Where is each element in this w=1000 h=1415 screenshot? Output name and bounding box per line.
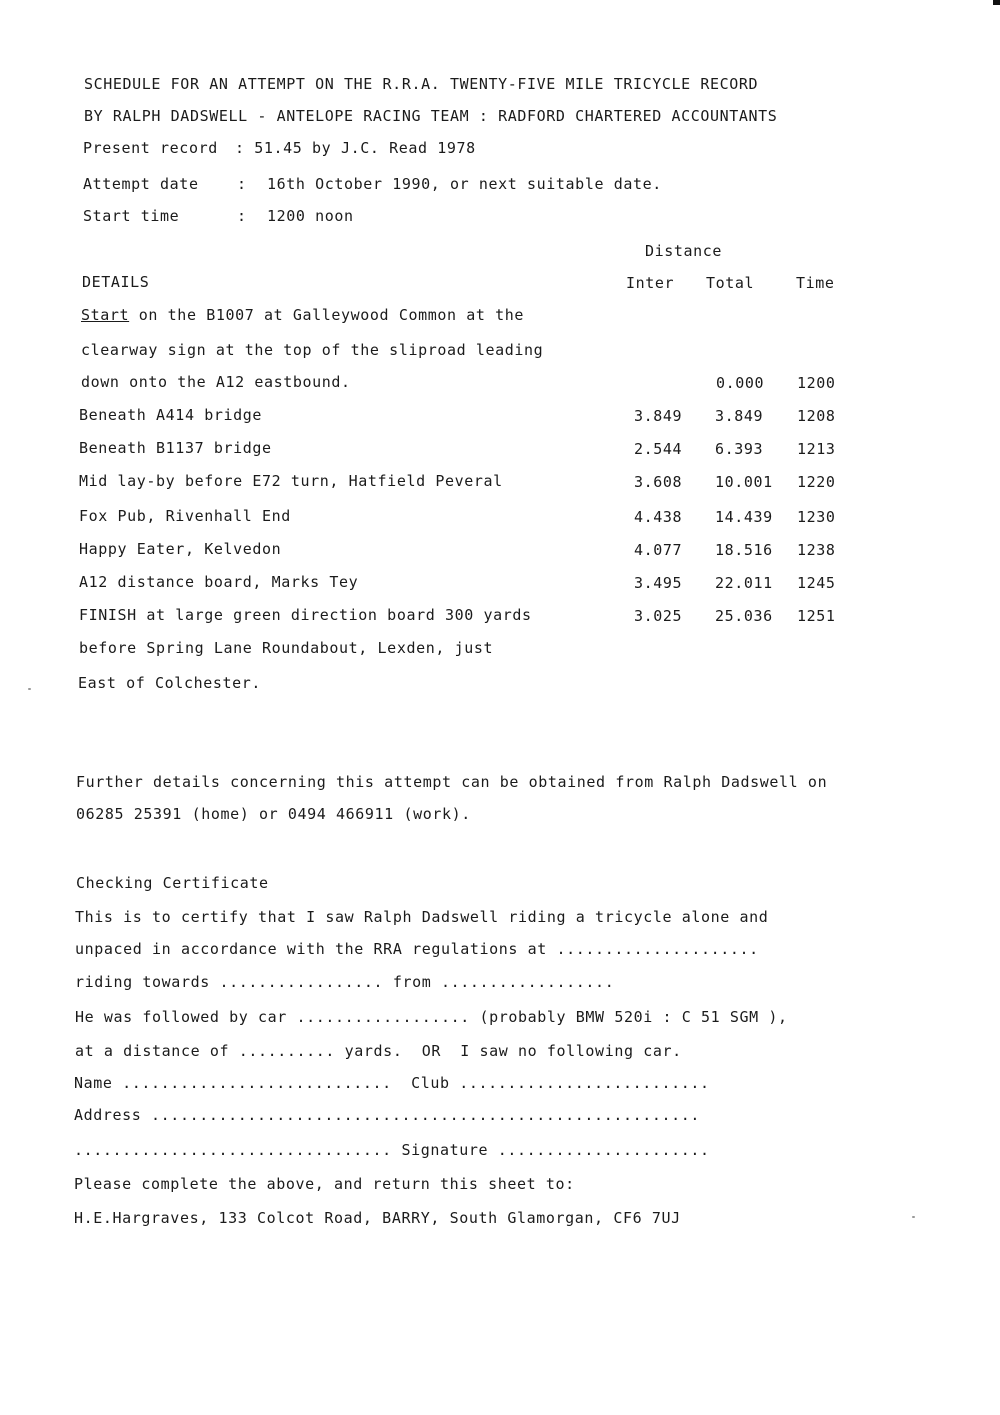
row-total: 3.849 [715, 407, 764, 425]
start-time-label: Start time [83, 207, 180, 225]
row-inter: 4.077 [634, 541, 683, 559]
row-location: Beneath B1137 bridge [79, 439, 272, 457]
row-location: A12 distance board, Marks Tey [79, 573, 359, 591]
attempt-date-colon: : [237, 175, 247, 193]
row-location: Mid lay-by before E72 turn, Hatfield Peveral [79, 472, 503, 490]
corner-mark [993, 0, 1000, 5]
row-time: 1208 [797, 407, 836, 425]
row-location: Beneath A414 bridge [79, 406, 262, 424]
certificate-line: riding towards ................. from .................. [75, 973, 615, 991]
attempt-date-label: Attempt date [83, 175, 199, 193]
certificate-line: unpaced in accordance with the RRA regulations at ..................... [75, 940, 759, 958]
scan-speck [912, 1216, 915, 1218]
row-time: 1245 [797, 574, 836, 592]
present-record-value: : 51.45 by J.C. Read 1978 [235, 139, 476, 157]
start-rest: on the B1007 at Galleywood Common at the [129, 306, 525, 324]
title-line-1: SCHEDULE FOR AN ATTEMPT ON THE R.R.A. TWENTY-FIVE MILE TRICYCLE RECORD [84, 75, 759, 93]
row-location: FINISH at large green direction board 300 yards [79, 606, 532, 624]
finish-line-2: before Spring Lane Roundabout, Lexden, just [79, 639, 494, 657]
row-total: 22.011 [715, 574, 773, 592]
certificate-line: Name ............................ Club .......................... [74, 1074, 710, 1092]
certificate-line: Please complete the above, and return this sheet to: [74, 1175, 575, 1193]
column-time: Time [796, 274, 835, 292]
row-total: 10.001 [715, 473, 773, 491]
row-inter: 3.849 [634, 407, 683, 425]
certificate-title: Checking Certificate [76, 874, 269, 892]
row-inter: 2.544 [634, 440, 683, 458]
certificate-line: ................................. Signature ...................... [74, 1141, 710, 1159]
further-line-2: 06285 25391 (home) or 0494 466911 (work). [76, 805, 471, 823]
further-line-1: Further details concerning this attempt can be obtained from Ralph Dadswell on [76, 773, 828, 791]
row-inter: 3.495 [634, 574, 683, 592]
finish-line-3: East of Colchester. [78, 674, 261, 692]
row-total: 14.439 [715, 508, 773, 526]
start-line-3: down onto the A12 eastbound. [81, 373, 351, 391]
row-time: 1238 [797, 541, 836, 559]
distance-heading: Distance [645, 242, 723, 260]
row-location: Happy Eater, Kelvedon [79, 540, 282, 558]
start-time-colon: : [237, 207, 247, 225]
start-word: Start [81, 306, 130, 324]
start-total: 0.000 [716, 374, 765, 392]
start-line-1 [81, 305, 524, 325]
row-time: 1251 [797, 607, 836, 625]
title-line-2: BY RALPH DADSWELL - ANTELOPE RACING TEAM : RADFORD CHARTERED ACCOUNTANTS [84, 107, 778, 125]
details-heading: DETAILS [82, 273, 150, 291]
start-line-2: clearway sign at the top of the sliproad leading [81, 341, 544, 359]
row-total: 18.516 [715, 541, 773, 559]
row-time: 1213 [797, 440, 836, 458]
certificate-line: He was followed by car .................. (probably BMW 520i : C 51 SGM ), [75, 1008, 788, 1026]
start-time: 1200 [797, 374, 836, 392]
column-total: Total [706, 274, 755, 292]
row-inter: 4.438 [634, 508, 683, 526]
row-total: 25.036 [715, 607, 773, 625]
certificate-line: at a distance of .......... yards. OR I saw no following car. [75, 1042, 682, 1060]
certificate-line: H.E.Hargraves, 133 Colcot Road, BARRY, South Glamorgan, CF6 7UJ [74, 1209, 681, 1227]
scan-speck [28, 688, 31, 690]
certificate-line: This is to certify that I saw Ralph Dadswell riding a tricycle alone and [75, 908, 769, 926]
row-total: 6.393 [715, 440, 764, 458]
row-time: 1230 [797, 508, 836, 526]
row-inter: 3.608 [634, 473, 683, 491]
row-location: Fox Pub, Rivenhall End [79, 507, 291, 525]
present-record-label: Present record [83, 139, 218, 157]
row-time: 1220 [797, 473, 836, 491]
start-time-value: 1200 noon [267, 207, 354, 225]
certificate-line: Address ......................................................... [74, 1106, 700, 1124]
row-inter: 3.025 [634, 607, 683, 625]
attempt-date-value: 16th October 1990, or next suitable date. [267, 175, 662, 193]
column-inter: Inter [626, 274, 675, 292]
